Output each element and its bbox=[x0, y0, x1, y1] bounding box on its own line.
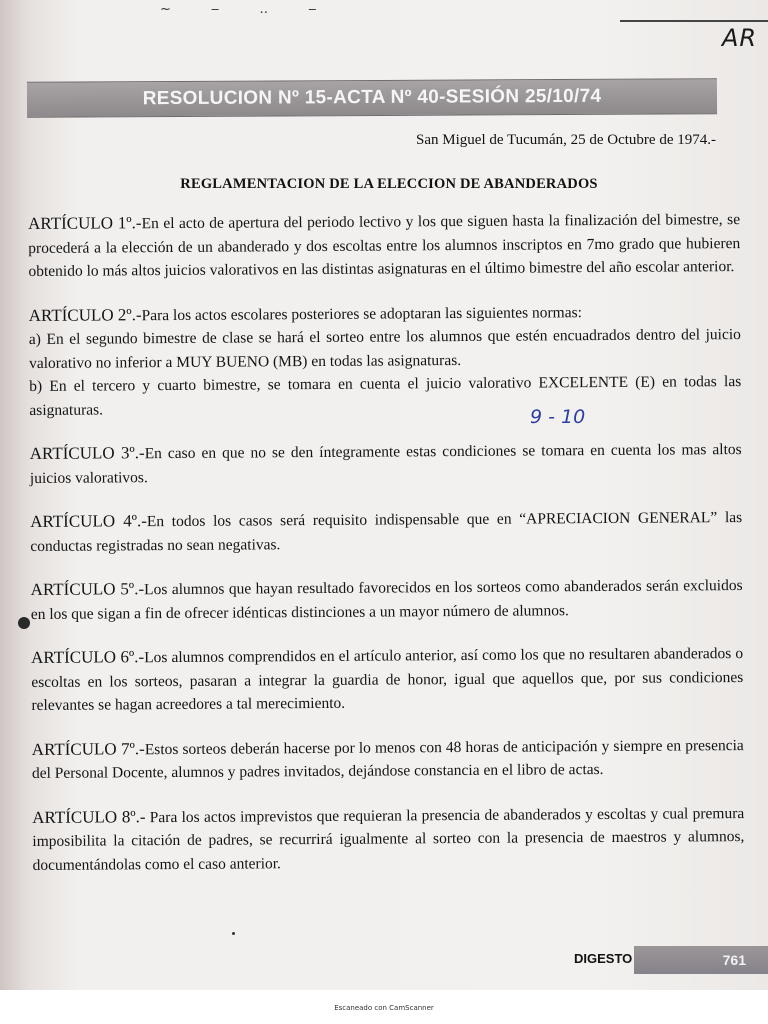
scanner-watermark: Escaneado con CamScanner bbox=[334, 1004, 434, 1012]
article-label: ARTÍCULO 1º.- bbox=[28, 213, 142, 233]
article-label: ARTÍCULO 7º.- bbox=[31, 738, 145, 759]
banner-text: RESOLUCION Nº 15-ACTA Nº 40-SESIÓN 25/10/74 bbox=[142, 85, 602, 110]
article-text: Los alumnos que hayan resultado favorecidos en los sorteos como abanderados serán excluidos en los que sigan a fin de ofrecer idénticas distinciones a un mayor número de alumnos. bbox=[30, 577, 743, 623]
handwritten-note: 9 - 10 bbox=[530, 406, 586, 428]
article-text: Estos sorteos deberán hacerse por lo menos con 48 horas de anticipación y siempre en presencia del Personal Docente, alumnos y padres invitados, dejándose constancia en el libro de actas. bbox=[31, 736, 744, 782]
article-4 bbox=[30, 505, 742, 558]
articles-body bbox=[28, 207, 745, 897]
article-label: ARTÍCULO 6º.- bbox=[31, 647, 145, 667]
article-label: ARTÍCULO 4º.- bbox=[30, 511, 147, 531]
ink-blot bbox=[18, 617, 30, 629]
top-marks: ~ ‒ ‥ ‒ bbox=[160, 2, 335, 17]
article-3 bbox=[30, 437, 742, 490]
article-item-a: a) En el segundo bimestre de clase se hará el sorteo entre los alumnos que estén encuadrados dentro del juicio valorativo no inferior a MUY BUENO (MB) en todas las asignaturas. bbox=[28, 326, 741, 372]
resolution-banner bbox=[27, 78, 717, 118]
article-text: En caso en que no se den íntegramente estas condiciones se tomara en cuenta los mas altos juicios valorativos. bbox=[29, 441, 742, 487]
document-title: REGLAMENTACION DE LA ELECCION DE ABANDERADOS bbox=[180, 176, 598, 192]
top-rule bbox=[620, 20, 768, 22]
digest-label: DIGESTO bbox=[574, 951, 633, 966]
article-2 bbox=[29, 299, 742, 422]
article-label: ARTÍCULO 2º.- bbox=[28, 304, 142, 325]
article-text: Para los actos escolares posteriores se adoptaran las siguientes normas: bbox=[141, 303, 582, 324]
article-text: Para los actos imprevistos que requieran la presencia de abanderados y escoltas y cual premura imposibilita la citación de padres, se recurrirá igualmente al sorteo con la presencia de maestros y alumnos, documentándolas como el caso anterior. bbox=[32, 804, 745, 874]
article-label: ARTÍCULO 5º.- bbox=[30, 579, 145, 599]
article-text: En el acto de apertura del periodo lectivo y los que siguen hasta la finalización del bimestre, se procederá a la elección de un abanderado y dos escoltas entre los alumnos inscriptos en 7mo grado que hubieren obtenido lo más altos juicios valorativos en las distintas asignaturas en el último bimestre del año escolar anterior. bbox=[28, 211, 741, 280]
article-7 bbox=[32, 733, 744, 786]
page-number: 761 bbox=[722, 952, 746, 968]
article-5 bbox=[31, 573, 743, 626]
article-item-b: b) En el tercero y cuarto bimestre, se tomara en cuenta el juicio valorativo EXCELENTE (E) en todas las asignaturas. bbox=[29, 373, 742, 419]
article-1 bbox=[28, 207, 740, 283]
article-text: Los alumnos comprendidos en el artículo anterior, así como los que no resultaren abanderados o escoltas en los sorteos, pasaran a integrar la guardia de honor, igual que aquellos que, por sus condiciones relevantes se hagan acreedores a tal merecimiento. bbox=[31, 645, 744, 714]
article-8 bbox=[32, 801, 744, 877]
ink-dot bbox=[232, 932, 235, 935]
handwritten-initials: AR bbox=[722, 24, 758, 52]
article-text: En todos los casos será requisito indispensable que en “APRECIACION GENERAL” las conductas registradas no sean negativas. bbox=[30, 509, 743, 555]
date-line: San Miguel de Tucumán, 25 de Octubre de 1974.- bbox=[416, 132, 716, 148]
page-number-bar bbox=[634, 946, 768, 974]
article-label: ARTÍCULO 8º.- bbox=[32, 806, 146, 827]
article-6 bbox=[31, 641, 743, 717]
article-label: ARTÍCULO 3º.- bbox=[29, 443, 145, 463]
